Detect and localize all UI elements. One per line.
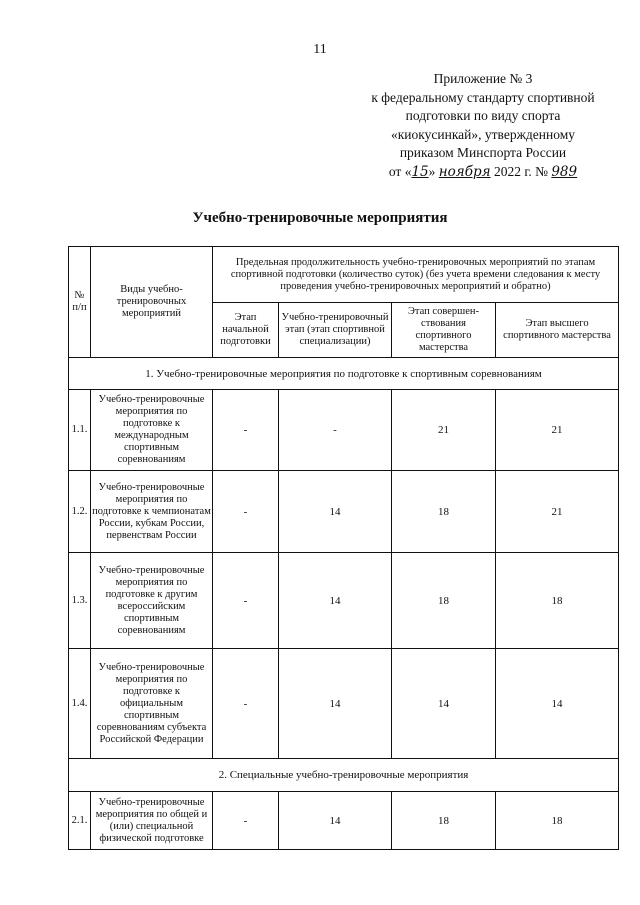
- row-value: 14: [496, 649, 619, 759]
- table-row: [69, 390, 619, 471]
- date-mid: »: [428, 163, 436, 179]
- header-stage-initial: Этап начальной подготовки: [213, 303, 279, 358]
- row-name: Учебно-тренировочные мероприятия по подготовке к другим всероссийским спортивным соревнованиям: [91, 553, 213, 649]
- date-month: ноября: [438, 163, 491, 180]
- page-number: 11: [313, 42, 327, 57]
- row-name: Учебно-тренировочные мероприятия по подготовке к международным спортивным соревнованиям: [91, 390, 213, 471]
- row-num: 1.4.: [69, 649, 91, 759]
- appendix-line-5: приказом Минспорта России: [399, 145, 567, 161]
- date-day: 15: [411, 163, 429, 180]
- row-num: 1.2.: [69, 471, 91, 553]
- row-value: -: [213, 792, 279, 850]
- row-value: 18: [392, 553, 496, 649]
- row-value: 14: [392, 649, 496, 759]
- header-duration: Предельная продолжительность учебно-тренировочных мероприятий по этапам спортивной подготовки (количество суток) (без учета времени следования к месту проведения учебно-тренировочных мероприятий и обратно): [213, 247, 619, 303]
- document-title: Учебно-тренировочные мероприятия: [192, 210, 448, 226]
- header-stage-higher: Этап высшего спортивного мастерства: [496, 303, 619, 358]
- appendix-header: [338, 70, 628, 182]
- row-value: 21: [496, 390, 619, 471]
- training-events-table: [68, 246, 619, 850]
- date-year: 2022 г. №: [493, 163, 548, 179]
- row-value: 14: [279, 471, 392, 553]
- appendix-line-2: к федеральному стандарту спортивной: [371, 89, 595, 105]
- order-number: 989: [551, 163, 578, 180]
- row-value: 18: [496, 792, 619, 850]
- header-num: № п/п: [69, 247, 91, 358]
- header-stage-improvement: Этап совершен-ствования спортивного мастерства: [392, 303, 496, 358]
- row-value: 21: [496, 471, 619, 553]
- appendix-line-1: Приложение № 3: [433, 71, 533, 86]
- row-value: -: [213, 553, 279, 649]
- row-name: Учебно-тренировочные мероприятия по общей и (или) специальной физической подготовке: [91, 792, 213, 850]
- appendix-line-3: подготовки по виду спорта: [405, 108, 561, 124]
- row-num: 1.1.: [69, 390, 91, 471]
- date-prefix: от «: [388, 163, 412, 179]
- section-heading: 1. Учебно-тренировочные мероприятия по подготовке к спортивным соревнованиям: [69, 358, 619, 390]
- row-value: 18: [496, 553, 619, 649]
- header-types: Виды учебно-тренировочных мероприятий: [91, 247, 213, 358]
- row-value: -: [213, 471, 279, 553]
- row-value: -: [213, 649, 279, 759]
- section-heading: 2. Специальные учебно-тренировочные мероприятия: [69, 759, 619, 792]
- appendix-line-4: «киокусинкай», утвержденному: [390, 126, 576, 142]
- row-value: 14: [279, 553, 392, 649]
- table-row: [69, 471, 619, 553]
- table-row: [69, 553, 619, 649]
- table-row: [69, 792, 619, 850]
- row-num: 2.1.: [69, 792, 91, 850]
- row-value: 14: [279, 792, 392, 850]
- row-value: 18: [392, 471, 496, 553]
- row-name: Учебно-тренировочные мероприятия по подготовке к официальным спортивным соревнованиям субъекта Российской Федерации: [91, 649, 213, 759]
- table-row: [69, 649, 619, 759]
- row-num: 1.3.: [69, 553, 91, 649]
- row-value: 21: [392, 390, 496, 471]
- row-value: -: [279, 390, 392, 471]
- row-name: Учебно-тренировочные мероприятия по подготовке к чемпионатам России, кубкам России, первенствам России: [91, 471, 213, 553]
- row-value: 18: [392, 792, 496, 850]
- header-stage-training: Учебно-тренировочный этап (этап спортивной специализации): [279, 303, 392, 358]
- appendix-date-line: [338, 163, 628, 182]
- row-value: 14: [279, 649, 392, 759]
- row-value: -: [213, 390, 279, 471]
